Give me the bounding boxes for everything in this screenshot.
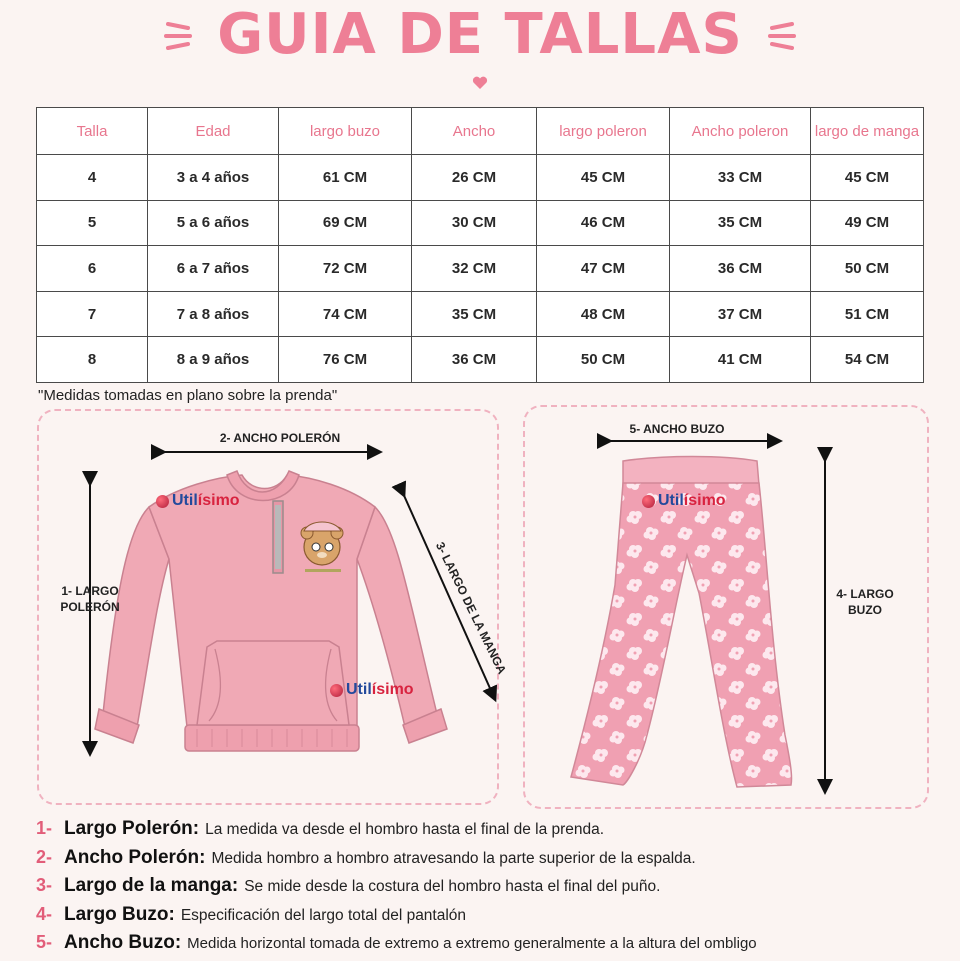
table-header-row <box>37 108 924 155</box>
table-cell: 8 <box>37 337 148 383</box>
sweater-width-label: 2- ANCHO POLERÓN <box>219 431 341 445</box>
pants-width-label: 5- ANCHO BUZO <box>629 422 725 436</box>
watermark-part-b: ísimo <box>371 681 414 698</box>
item-number: 3- <box>36 875 53 895</box>
col-header: largo poleron <box>537 108 670 155</box>
item-term: Largo Buzo: <box>64 903 175 925</box>
table-row <box>37 291 924 337</box>
logo-icon <box>330 684 343 697</box>
col-header: largo de manga <box>811 108 924 155</box>
table-cell: 72 CM <box>279 246 412 292</box>
table-cell: 50 CM <box>811 246 924 292</box>
list-item <box>36 932 956 961</box>
sleeve-length-label: 3- LARGO DE LA MANGA <box>432 539 510 677</box>
sweater-length-label <box>40 583 140 615</box>
watermark-part-a: Util <box>346 681 372 698</box>
logo-icon <box>642 495 655 508</box>
table-cell: 49 CM <box>811 200 924 246</box>
item-text: Medida hombro a hombro atravesando la parte superior de la espalda. <box>211 849 696 867</box>
item-number: 1- <box>36 818 53 838</box>
table-cell: 45 CM <box>537 155 670 201</box>
table-cell: 36 CM <box>670 246 811 292</box>
logo-icon <box>156 495 169 508</box>
table-cell: 32 CM <box>412 246 537 292</box>
sparkle-right-icon <box>758 14 798 54</box>
item-text: Medida horizontal tomada de extremo a extremo generalmente a la altura del ombligo <box>187 935 757 952</box>
watermark-part-b: ísimo <box>683 492 726 509</box>
table-cell: 69 CM <box>279 200 412 246</box>
item-term: Largo Polerón: <box>64 818 200 839</box>
table-cell: 7 a 8 años <box>148 291 279 337</box>
table-cell: 36 CM <box>412 337 537 383</box>
watermark-part-b: ísimo <box>197 492 240 509</box>
list-item <box>36 818 956 847</box>
table-row <box>37 246 924 292</box>
table-cell: 35 CM <box>412 291 537 337</box>
pants-length-label-line1: 4- LARGO <box>836 587 894 601</box>
table-cell: 37 CM <box>670 291 811 337</box>
table-cell: 76 CM <box>279 337 412 383</box>
table-cell: 45 CM <box>811 155 924 201</box>
table-cell: 5 <box>37 200 148 246</box>
sweater-length-label-line2: POLERÓN <box>60 600 120 614</box>
table-cell: 6 a 7 años <box>148 246 279 292</box>
col-header: largo buzo <box>279 108 412 155</box>
pants-length-label <box>830 586 900 618</box>
col-header: Ancho poleron <box>670 108 811 155</box>
watermark-logo <box>330 681 414 699</box>
table-cell: 61 CM <box>279 155 412 201</box>
table-cell: 51 CM <box>811 291 924 337</box>
list-item <box>36 904 956 933</box>
item-term: Largo de la manga: <box>64 875 239 896</box>
page-title: GUIA DE TALLAS <box>217 2 743 67</box>
item-term: Ancho Buzo: <box>64 932 182 953</box>
watermark-logo <box>156 492 240 510</box>
heart-icon <box>472 76 488 90</box>
table-cell: 50 CM <box>537 337 670 383</box>
col-header: Talla <box>37 108 148 155</box>
table-cell: 5 a 6 años <box>148 200 279 246</box>
sweater-length-label-line1: 1- LARGO <box>61 584 119 598</box>
table-cell: 3 a 4 años <box>148 155 279 201</box>
sparkle-left-icon <box>162 14 202 54</box>
table-cell: 47 CM <box>537 246 670 292</box>
list-item <box>36 847 956 876</box>
definitions-list <box>36 818 956 961</box>
item-number: 2- <box>36 846 53 867</box>
size-table <box>36 107 924 383</box>
pants-length-label-line2: BUZO <box>848 603 882 617</box>
table-row <box>37 200 924 246</box>
table-cell: 7 <box>37 291 148 337</box>
col-header: Edad <box>148 108 279 155</box>
table-cell: 35 CM <box>670 200 811 246</box>
watermark-part-a: Util <box>172 492 198 509</box>
watermark-logo <box>642 492 726 510</box>
table-cell: 30 CM <box>412 200 537 246</box>
table-cell: 33 CM <box>670 155 811 201</box>
item-number: 5- <box>36 932 53 952</box>
item-text: La medida va desde el hombro hasta el final de la prenda. <box>205 821 605 838</box>
table-cell: 46 CM <box>537 200 670 246</box>
item-text: Especificación del largo total del pantalón <box>180 906 467 924</box>
watermark-part-a: Util <box>658 492 684 509</box>
table-cell: 4 <box>37 155 148 201</box>
col-header: Ancho <box>412 108 537 155</box>
table-cell: 74 CM <box>279 291 412 337</box>
table-cell: 26 CM <box>412 155 537 201</box>
item-text: Se mide desde la costura del hombro hasta el final del puño. <box>244 878 661 895</box>
measurement-note: "Medidas tomadas en plano sobre la prenda" <box>38 387 338 404</box>
table-cell: 6 <box>37 246 148 292</box>
item-number: 4- <box>36 903 53 924</box>
table-cell: 8 a 9 años <box>148 337 279 383</box>
table-row <box>37 337 924 383</box>
list-item <box>36 875 956 904</box>
table-row <box>37 155 924 201</box>
table-cell: 54 CM <box>811 337 924 383</box>
table-cell: 41 CM <box>670 337 811 383</box>
table-cell: 48 CM <box>537 291 670 337</box>
item-term: Ancho Polerón: <box>64 846 206 868</box>
